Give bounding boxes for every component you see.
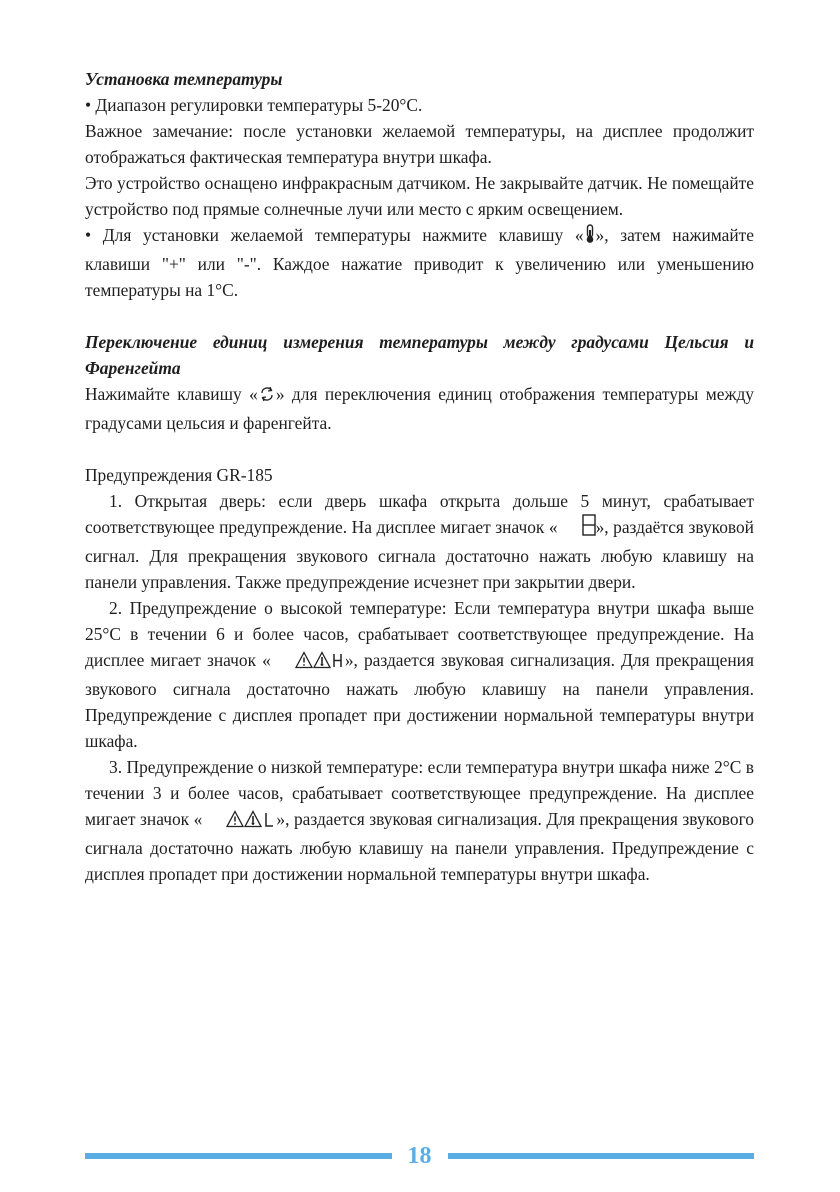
footer-rule-left — [85, 1153, 392, 1159]
thermometer-icon — [584, 224, 596, 251]
page-number: 18 — [407, 1142, 432, 1169]
page-content — [85, 66, 754, 887]
thermometer-warning-icon — [314, 653, 330, 668]
unit-switch-icon — [258, 384, 276, 410]
paragraph-range: • Диапазон регулировки температуры 5-20°C. — [85, 95, 423, 115]
paragraph-warning-open-door: 1. Открытая дверь: если дверь шкафа открыта дольше 5 минут, срабатывает соответствующее предупреждение. На дисплее мигает значок « », раздаётся звуковой сигнал. Для прекращения звукового сигнала достаточно нажать любую клавишу на панели управления. Также предупреждение исчезнет при закрытии двери. — [85, 491, 754, 592]
heading-temperature-setting: Установка температуры — [85, 69, 283, 89]
warning-high-icons — [271, 650, 345, 676]
warning-low-icons — [202, 809, 276, 835]
footer-rule-right — [448, 1153, 755, 1159]
paragraph-warning-high-temperature: 2. Предупреждение о высокой температуре: Если температура внутри шкафа выше 25°C в течении 6 и более часов, срабатывает соответствующее предупреждение. На дисплее мигает значок « », раздается звуковая сигнализация. Для прекращения звукового сигнала достаточно нажать любую клавишу на панели управления. Предупреждение с дисплея пропадет при достижении нормальной температуры внутри шкафа. — [85, 598, 754, 751]
letter-l-icon — [266, 813, 273, 826]
letter-h-icon — [334, 654, 341, 667]
paragraph-important-note: Важное замечание: после установки желаемой температуры, на дисплее продолжит отображаться фактическая температура внутри шкафа. — [85, 121, 754, 167]
door-icon — [558, 514, 596, 543]
thermometer-warning-icon — [245, 812, 261, 827]
paragraph-unit-switch: Нажимайте клавишу « » для переключения единиц отображения температуры между градусами цельсия и фаренгейта. — [85, 384, 754, 433]
paragraph-warning-low-temperature: 3. Предупреждение о низкой температуре: если температура внутри шкафа ниже 2°C в течении 3 и более часов, срабатывает соответствующее предупреждение. На дисплее мигает значок « », раздается звуковая сигнализация. Для прекращения звукового сигнала достаточно нажать любую клавишу на панели управления. Предупреждение с дисплея пропадет при достижении нормальной температуры внутри шкафа. — [85, 757, 754, 884]
heading-warnings: Предупреждения GR-185 — [85, 465, 273, 485]
warning-triangle-icon — [227, 812, 243, 827]
warning-triangle-icon — [296, 653, 312, 668]
heading-unit-switch: Переключение единиц измерения температуры между градусами Цельсия и Фаренгейта — [85, 332, 754, 378]
paragraph-sensor: Это устройство оснащено инфракрасным датчиком. Не закрывайте датчик. Не помещайте устройство под прямые солнечные лучи или место с ярким освещением. — [85, 173, 754, 219]
page-footer — [85, 1140, 754, 1172]
paragraph-set-temperature: • Для установки желаемой температуры нажмите клавишу « », затем нажимайте клавиши "+" или "-". Каждое нажатие приводит к увеличению или уменьшению температуры на 1°C. — [85, 225, 754, 300]
